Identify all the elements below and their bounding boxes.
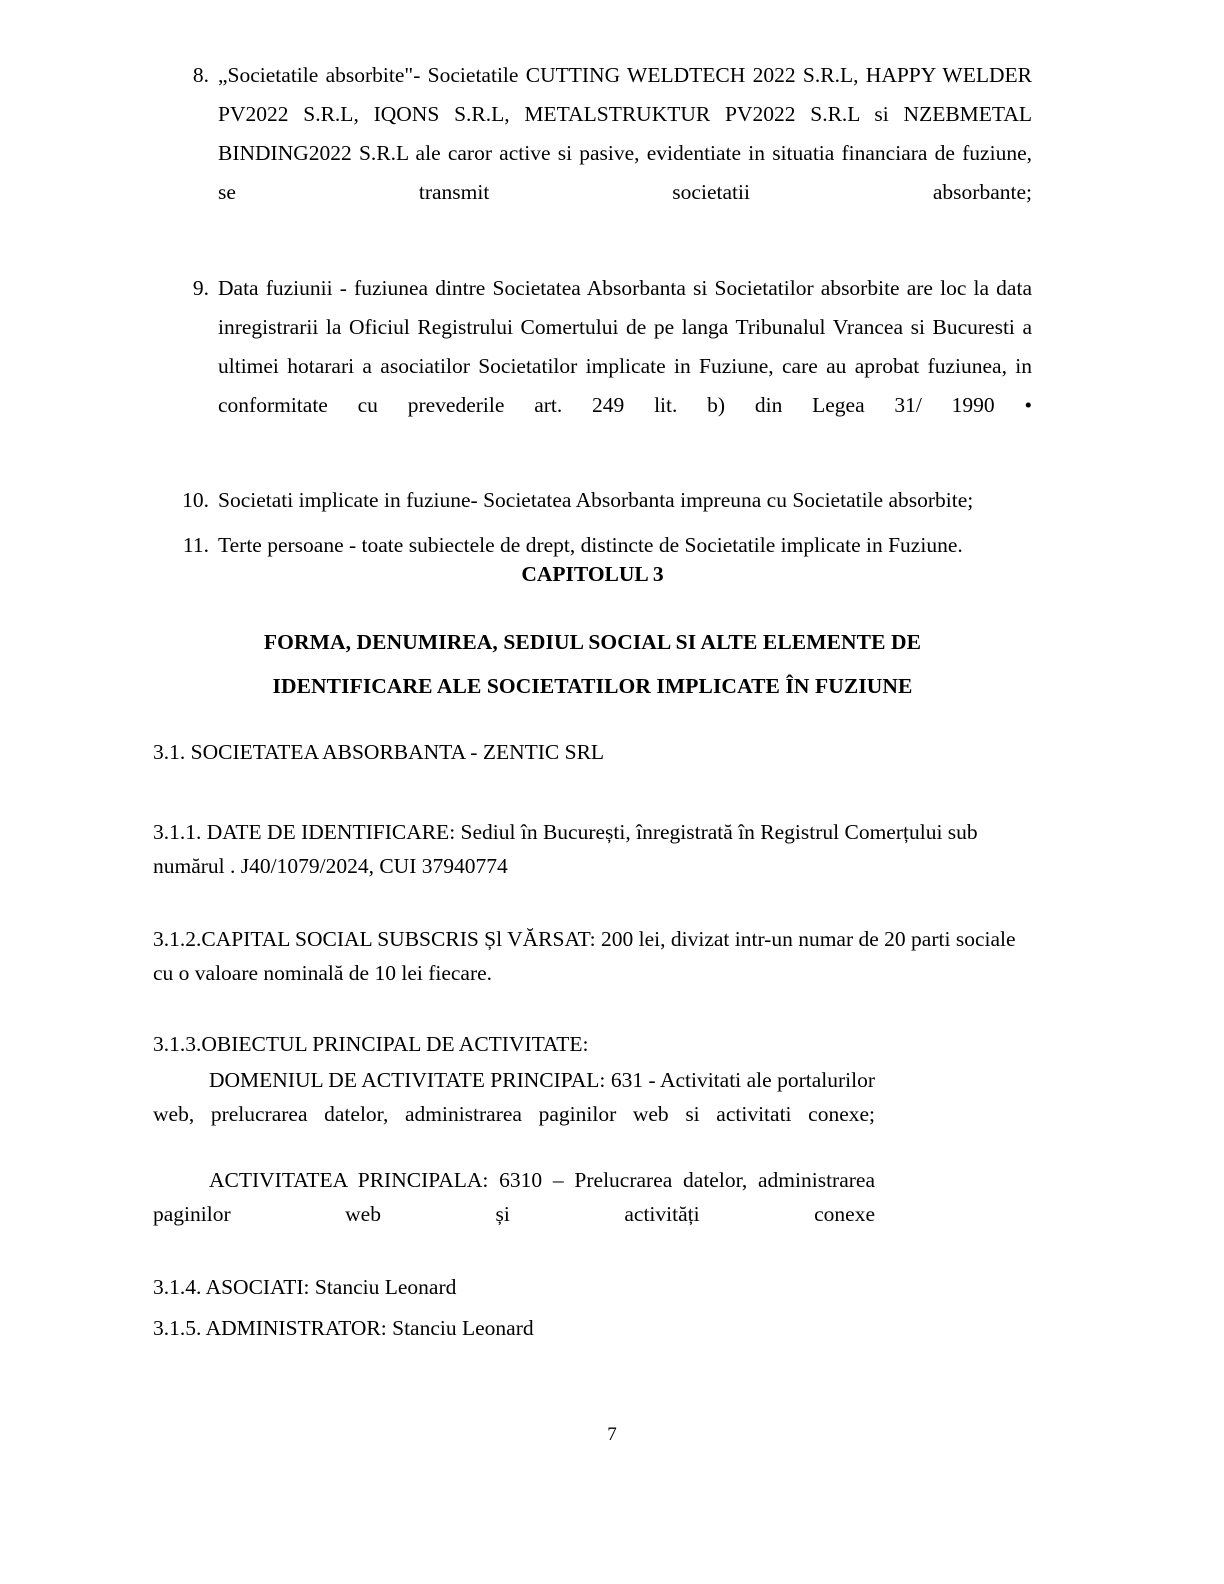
section-3-1-3	[153, 1027, 1035, 1061]
section-3-1-5-text: 3.1.5. ADMINISTRATOR: Stanciu Leonard	[153, 1316, 534, 1340]
list-item-text: „Societatile absorbite"- Societatile CUTTING WELDTECH 2022 S.R.L, HAPPY WELDER PV2022 S.R.L, IQONS S.R.L, METALSTRUKTUR PV2022 S.R.L si NZEBMETAL BINDING2022 S.R.L ale caror active si pasive, evidentiate in situatia financiara de fuziune, se transmit societatii absorbante;	[218, 63, 1032, 204]
definitions-list	[153, 56, 1032, 572]
section-3-1-4	[153, 1270, 1035, 1304]
list-item-number: 9.	[192, 276, 209, 300]
section-3-1-1-text: 3.1.1. DATE DE IDENTIFICARE: Sediul în București, înregistrată în Registrul Comerțului sub numărul . J40/1079/2024, CUI 37940774	[153, 820, 978, 878]
list-item-number: 11.	[182, 533, 209, 557]
list-item	[153, 482, 1032, 518]
list-item-number: 8.	[192, 63, 209, 87]
chapter-title	[153, 620, 1032, 708]
list-item-text: Data fuziunii - fuziunea dintre Societatea Absorbanta si Societatilor absorbite are loc la data inregistrarii la Oficiul Registrului Comertului de pe langa Tribunalul Vrancea si Bucuresti a ultimei hotarari a asociatilor Societatilor implicate in Fuziune, care au aprobat fuziunea, in conformitate cu prevederile art. 249 lit. b) din Legea 31/ 1990 •	[218, 276, 1032, 417]
list-item-text: Societati implicate in fuziune- Societatea Absorbanta impreuna cu Societatile absorbite;	[218, 488, 974, 512]
list-item	[153, 527, 1032, 563]
list-item	[153, 269, 1032, 464]
section-3-1-1	[153, 815, 1035, 883]
section-3-1-3-activitatea-text: ACTIVITATEA PRINCIPALA: 6310 – Prelucrarea datelor, administrarea paginilor web și activități conexe	[153, 1168, 875, 1226]
section-3-1-2-text: 3.1.2.CAPITAL SOCIAL SUBSCRIS Șl VĂRSAT: 200 lei, divizat intr-un numar de 20 parti sociale cu o valoare nominală de 10 lei fiecare.	[153, 927, 1016, 985]
chapter-title-line-2: IDENTIFICARE ALE SOCIETATILOR IMPLICATE ÎN FUZIUNE	[272, 674, 913, 698]
section-3-1-5	[153, 1311, 1035, 1345]
chapter-title-line-1: FORMA, DENUMIREA, SEDIUL SOCIAL SI ALTE ELEMENTE DE	[263, 630, 922, 654]
list-item-text: Terte persoane - toate subiectele de drept, distincte de Societatile implicate in Fuziune.	[218, 533, 963, 557]
section-3-1-text: 3.1. SOCIETATEA ABSORBANTA - ZENTIC SRL	[153, 740, 605, 764]
section-3-1-2	[153, 922, 1035, 990]
chapter-label: CAPITOLUL 3	[521, 562, 664, 586]
section-3-1	[153, 735, 1035, 769]
list-item	[153, 56, 1032, 251]
section-3-1-3-activitatea	[153, 1163, 875, 1265]
section-3-1-3-domeniu-text: DOMENIUL DE ACTIVITATE PRINCIPAL: 631 - Activitati ale portalurilor web, prelucrarea datelor, administrarea paginilor web si activitati conexe;	[153, 1068, 875, 1126]
page-number: 7	[607, 1424, 617, 1445]
section-3-1-3-heading: 3.1.3.OBIECTUL PRINCIPAL DE ACTIVITATE:	[153, 1032, 589, 1056]
section-3-1-3-domeniu	[153, 1063, 875, 1165]
list-item-number: 10.	[182, 488, 209, 512]
section-3-1-4-text: 3.1.4. ASOCIATI: Stanciu Leonard	[153, 1275, 457, 1299]
